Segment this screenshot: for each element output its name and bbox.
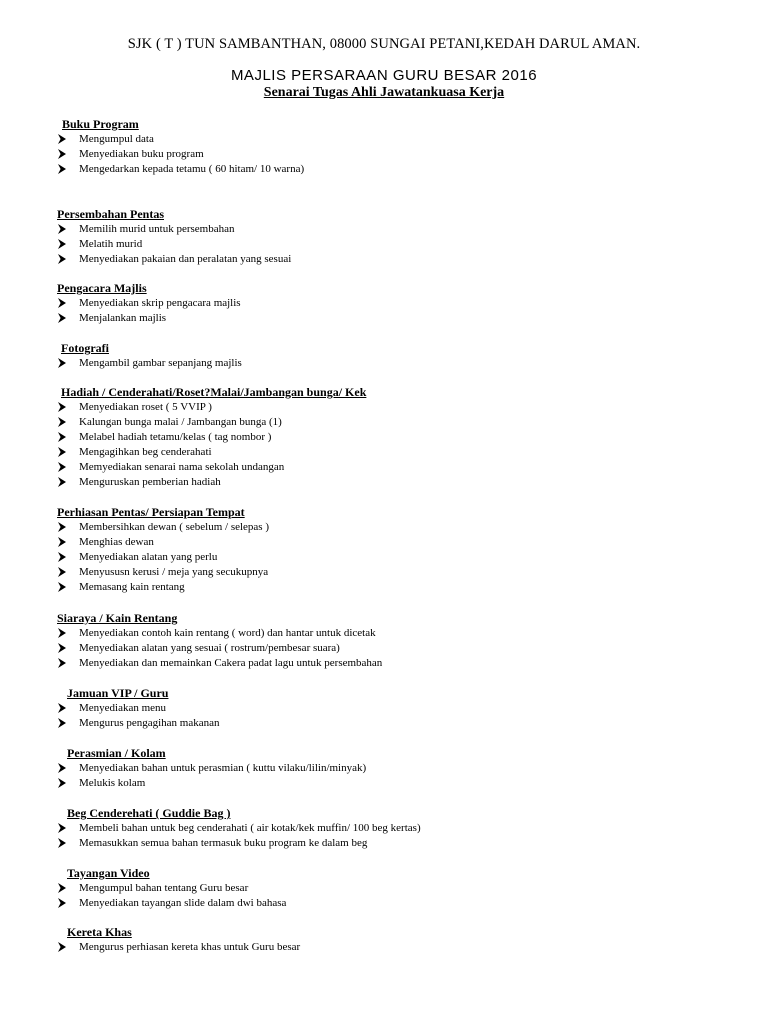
task-section bbox=[0, 281, 768, 326]
arrowhead-bullet-icon bbox=[58, 254, 66, 264]
task-item bbox=[0, 701, 768, 716]
arrowhead-bullet-icon bbox=[58, 628, 66, 638]
task-item-text: Menyediakan tayangan slide dalam dwi bahasa bbox=[79, 897, 287, 909]
task-item-text: Mengumpul bahan tentang Guru besar bbox=[79, 882, 249, 894]
task-item bbox=[0, 415, 768, 430]
arrowhead-bullet-icon bbox=[58, 522, 66, 532]
arrowhead-bullet-icon bbox=[58, 778, 66, 788]
task-item-text: Memyediakan senarai nama sekolah undangan bbox=[79, 461, 285, 473]
arrowhead-bullet-icon bbox=[58, 298, 66, 308]
arrowhead-bullet-icon bbox=[58, 402, 66, 412]
task-item-text: Memilih murid untuk persembahan bbox=[79, 223, 235, 235]
task-item bbox=[0, 716, 768, 731]
task-item bbox=[0, 311, 768, 326]
task-item-text: Menyususn kerusi / meja yang secukupnya bbox=[79, 566, 269, 578]
task-item-text: Menyediakan menu bbox=[79, 702, 167, 714]
task-section bbox=[0, 505, 768, 595]
arrowhead-bullet-icon bbox=[58, 898, 66, 908]
task-item-text: Menyediakan contoh kain rentang ( word) dan hantar untuk dicetak bbox=[79, 627, 376, 639]
arrowhead-bullet-icon bbox=[58, 537, 66, 547]
task-item bbox=[0, 296, 768, 311]
task-item-text: Mengumpul data bbox=[79, 133, 154, 145]
task-item-text: Menguruskan pemberian hadiah bbox=[79, 476, 221, 488]
task-section bbox=[0, 925, 768, 955]
task-item-text: Menyediakan bahan untuk perasmian ( kuttu vilaku/lilin/minyak) bbox=[79, 762, 367, 774]
task-item bbox=[0, 460, 768, 475]
arrowhead-bullet-icon bbox=[58, 224, 66, 234]
task-section bbox=[0, 746, 768, 791]
section-title: Tayangan Video bbox=[67, 866, 150, 880]
task-item bbox=[0, 162, 768, 177]
task-item bbox=[0, 445, 768, 460]
arrowhead-bullet-icon bbox=[58, 477, 66, 487]
task-item bbox=[0, 222, 768, 237]
section-title: Buku Program bbox=[62, 117, 139, 131]
task-item bbox=[0, 430, 768, 445]
arrowhead-bullet-icon bbox=[58, 823, 66, 833]
section-title: Kereta Khas bbox=[67, 925, 132, 939]
arrowhead-bullet-icon bbox=[58, 552, 66, 562]
task-item bbox=[0, 535, 768, 550]
task-item bbox=[0, 400, 768, 415]
section-title: Pengacara Majlis bbox=[57, 281, 147, 295]
section-title: Siaraya / Kain Rentang bbox=[57, 611, 178, 625]
task-item-text: Menyediakan skrip pengacara majlis bbox=[79, 297, 241, 309]
arrowhead-bullet-icon bbox=[58, 763, 66, 773]
task-item-text: Melatih murid bbox=[79, 238, 143, 250]
arrowhead-bullet-icon bbox=[58, 134, 66, 144]
task-item-text: Menyediakan alatan yang sesuai ( rostrum/pembesar suara) bbox=[79, 642, 340, 654]
task-item bbox=[0, 896, 768, 911]
task-item bbox=[0, 940, 768, 955]
arrowhead-bullet-icon bbox=[58, 149, 66, 159]
task-item bbox=[0, 147, 768, 162]
task-item-text: Menyediakan buku program bbox=[79, 148, 204, 160]
arrowhead-bullet-icon bbox=[58, 703, 66, 713]
event-title: MAJLIS PERSARAAN GURU BESAR 2016 bbox=[230, 67, 538, 84]
task-section bbox=[0, 341, 768, 371]
task-item bbox=[0, 776, 768, 791]
task-item-text: Memasang kain rentang bbox=[79, 581, 185, 593]
task-item bbox=[0, 237, 768, 252]
task-section bbox=[0, 207, 768, 267]
section-title: Persembahan Pentas bbox=[57, 207, 164, 221]
task-item-text: Mengurus pengagihan makanan bbox=[79, 717, 220, 729]
task-item bbox=[0, 836, 768, 851]
task-item-text: Menyediakan roset ( 5 VVIP ) bbox=[79, 401, 212, 413]
task-section bbox=[0, 806, 768, 851]
arrowhead-bullet-icon bbox=[58, 164, 66, 174]
task-item bbox=[0, 641, 768, 656]
arrowhead-bullet-icon bbox=[58, 643, 66, 653]
task-item-text: Menyediakan pakaian dan peralatan yang sesuai bbox=[79, 253, 292, 265]
task-item-text: Kalungan bunga malai / Jambangan bunga (1) bbox=[79, 416, 282, 428]
task-item-text: Melabel hadiah tetamu/kelas ( tag nombor ) bbox=[79, 431, 272, 443]
task-section bbox=[0, 117, 768, 177]
task-item-text: Menyediakan alatan yang perlu bbox=[79, 551, 218, 563]
arrowhead-bullet-icon bbox=[58, 883, 66, 893]
task-item bbox=[0, 356, 768, 371]
task-item-text: Membersihkan dewan ( sebelum / selepas ) bbox=[79, 521, 269, 533]
task-section bbox=[0, 686, 768, 731]
task-item-text: Mengagihkan beg cenderahati bbox=[79, 446, 212, 458]
arrowhead-bullet-icon bbox=[58, 447, 66, 457]
arrowhead-bullet-icon bbox=[58, 718, 66, 728]
task-section bbox=[0, 866, 768, 911]
arrowhead-bullet-icon bbox=[58, 417, 66, 427]
task-item bbox=[0, 761, 768, 776]
task-item bbox=[0, 656, 768, 671]
task-section bbox=[0, 385, 768, 490]
task-item-text: Melukis kolam bbox=[79, 777, 146, 789]
arrowhead-bullet-icon bbox=[58, 567, 66, 577]
task-item-text: Mengurus perhiasan kereta khas untuk Guru besar bbox=[79, 941, 301, 953]
task-item-text: Menyediakan dan memainkan Cakera padat lagu untuk persembahan bbox=[79, 657, 383, 669]
arrowhead-bullet-icon bbox=[58, 838, 66, 848]
task-item bbox=[0, 565, 768, 580]
task-item-text: Menghias dewan bbox=[79, 536, 154, 548]
arrowhead-bullet-icon bbox=[58, 239, 66, 249]
arrowhead-bullet-icon bbox=[58, 582, 66, 592]
task-item-text: Membeli bahan untuk beg cenderahati ( air kotak/kek muffin/ 100 beg kertas) bbox=[79, 822, 421, 834]
task-item-text: Mengedarkan kepada tetamu ( 60 hitam/ 10 warna) bbox=[79, 163, 305, 175]
task-item bbox=[0, 881, 768, 896]
task-item bbox=[0, 252, 768, 267]
section-title: Hadiah / Cenderahati/Roset?Malai/Jambangan bunga/ Kek bbox=[61, 385, 367, 399]
task-section bbox=[0, 611, 768, 671]
section-title: Jamuan VIP / Guru bbox=[67, 686, 169, 700]
arrowhead-bullet-icon bbox=[58, 313, 66, 323]
task-item bbox=[0, 580, 768, 595]
section-title: Perhiasan Pentas/ Persiapan Tempat bbox=[57, 505, 245, 519]
task-item bbox=[0, 475, 768, 490]
task-item bbox=[0, 626, 768, 641]
arrowhead-bullet-icon bbox=[58, 658, 66, 668]
task-item bbox=[0, 821, 768, 836]
arrowhead-bullet-icon bbox=[58, 942, 66, 952]
task-item bbox=[0, 132, 768, 147]
task-item-text: Menjalankan majlis bbox=[79, 312, 167, 324]
task-item bbox=[0, 550, 768, 565]
arrowhead-bullet-icon bbox=[58, 358, 66, 368]
task-item-text: Memasukkan semua bahan termasuk buku program ke dalam beg bbox=[79, 837, 368, 849]
arrowhead-bullet-icon bbox=[58, 462, 66, 472]
document-subtitle: Senarai Tugas Ahli Jawatankuasa Kerja bbox=[263, 85, 505, 100]
section-title: Fotografi bbox=[61, 341, 109, 355]
section-title: Beg Cenderehati ( Guddie Bag ) bbox=[67, 806, 231, 820]
task-item bbox=[0, 520, 768, 535]
task-item-text: Mengambil gambar sepanjang majlis bbox=[79, 357, 242, 369]
section-title: Perasmian / Kolam bbox=[67, 746, 166, 760]
school-header: SJK ( T ) TUN SAMBANTHAN, 08000 SUNGAI PETANI,KEDAH DARUL AMAN. bbox=[127, 36, 641, 52]
arrowhead-bullet-icon bbox=[58, 432, 66, 442]
